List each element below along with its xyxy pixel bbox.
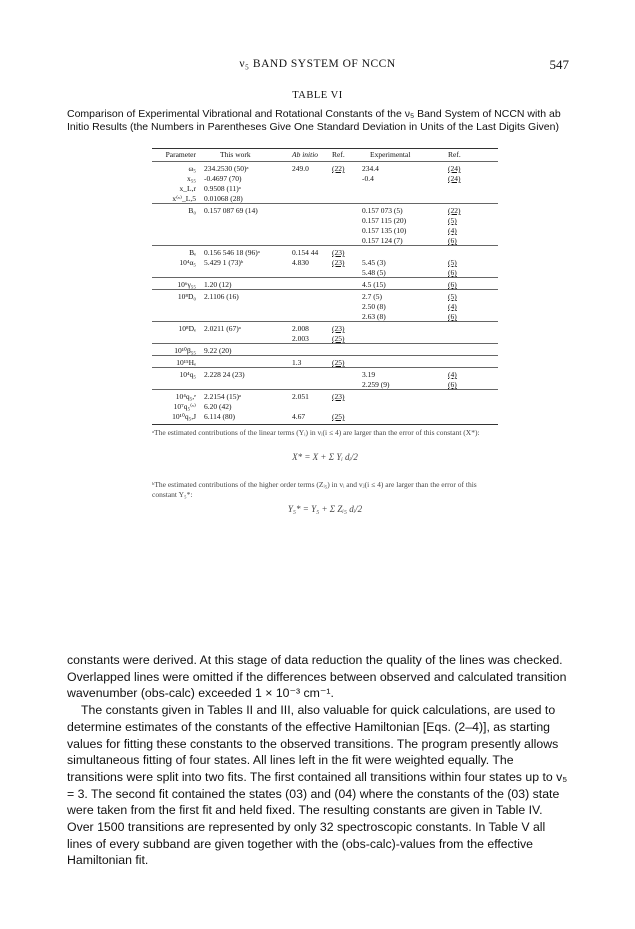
- cell-parameter: ω₅: [188, 164, 196, 173]
- header-experimental: Experimental: [370, 150, 411, 159]
- table-group-rule: [152, 245, 498, 246]
- cell-parameter: 10⁴α₅: [179, 258, 196, 267]
- cell-this-work: 0.01068 (28): [204, 194, 243, 203]
- cell-ab-initio: 0.154 44: [292, 248, 319, 257]
- formula-a: X* = X + Σ Yᵢ dᵢ/2: [292, 452, 358, 462]
- table-row: [152, 292, 498, 302]
- cell-ref: (25): [332, 334, 345, 343]
- cell-this-work: 9.22 (20): [204, 346, 232, 355]
- cell-parameter: 10⁴q₅: [179, 370, 196, 379]
- cell-parameter: B₀: [188, 206, 196, 215]
- table-caption: Comparison of Experimental Vibrational and Rotational Constants of the ν₅ Band System of NCCN with ab Initio Results (the Numbers in Parentheses Give One Standard Deviation in Units of the Last Digits Given): [67, 108, 561, 133]
- table-row: [152, 206, 498, 216]
- cell-ref: (23): [332, 248, 345, 257]
- table-row: [152, 370, 498, 380]
- header-ref: Ref.: [332, 150, 345, 159]
- cell-ref-2: (6): [448, 380, 457, 389]
- paragraph-1: constants were derived. At this stage of data reduction the quality of the lines was checked. Overlapped lines were omitted if the differences between observed and calculated transition wavenumber (obs-calc) exceeded 1 × 10⁻³ cm⁻¹.: [67, 653, 567, 701]
- cell-experimental: 2.50 (8): [362, 302, 386, 311]
- cell-experimental: 0.157 073 (5): [362, 206, 403, 215]
- table-row: [152, 392, 498, 402]
- cell-experimental: 2.259 (9): [362, 380, 390, 389]
- paragraph-2: The constants given in Tables II and III, also valuable for quick calculations, are used to determine estimates of the constants of the effective Hamiltonian [Eqs. (2–4)], as starting values for fitting these constants to the observed transitions. The program presently allows simultaneous fitting of four states. All lines left in the fit were weighted equally. The transitions were split into two fits. The first contained all transitions within four states up to v₅ = 3. The second fit contained the states (03) and (04) where the constants of the (03) state were taken from the first fit and held fixed. The resulting constants are given in Table IV. Over 1500 transitions are represented by only 32 spectroscopic constants. In Table V all lines of every subband are given together with the (obs-calc)-values from the effective Hamiltonian fit.: [67, 703, 568, 868]
- cell-ref-2: (5): [448, 216, 457, 225]
- cell-parameter: 10⁸D₀: [177, 292, 196, 301]
- table-group-rule: [152, 203, 498, 204]
- table-row: [152, 412, 498, 422]
- cell-parameter: x₅₅: [187, 174, 196, 183]
- cell-ref-2: (22): [448, 206, 461, 215]
- table-row: [152, 164, 498, 174]
- cell-parameter: 10⁴q₅,ᵉ: [175, 392, 196, 401]
- cell-this-work: 1.20 (12): [204, 280, 232, 289]
- cell-experimental: 2.63 (8): [362, 312, 386, 321]
- header-parameter: Parameter: [165, 150, 196, 159]
- cell-this-work: 6.114 (80): [204, 412, 235, 421]
- cell-ref: (25): [332, 358, 345, 367]
- footnote-a: ᵃThe estimated contributions of the linear terms (Yᵢ) in vᵢ(i ≤ 4) are larger than the error of this constant (X*):: [152, 428, 480, 437]
- footnote-b: ᵇThe estimated contributions of the higher order terms (Zᵢ₅) in vᵢ and vⱼ(i ≤ 4) are larger than the error of this constant Y₅*:: [152, 480, 477, 499]
- table-group-rule: [152, 289, 498, 290]
- cell-ref-2: (4): [448, 370, 457, 379]
- table-top-rule: [152, 148, 498, 149]
- cell-ref-2: (6): [448, 268, 457, 277]
- cell-this-work: 5.429 1 (73)ᵇ: [204, 258, 244, 267]
- cell-ref: (23): [332, 392, 345, 401]
- cell-ref-2: (6): [448, 312, 457, 321]
- cell-ref-2: (5): [448, 258, 457, 267]
- table-bottom-rule: [152, 424, 498, 425]
- cell-ref-2: (5): [448, 292, 457, 301]
- formula-b: Y₅* = Y₅ + Σ Zᵢ₅ dᵢ/2: [287, 504, 363, 514]
- cell-parameter: x⁽ᵛ⁾_L,5: [172, 194, 196, 203]
- cell-ref-2: (24): [448, 174, 461, 183]
- body-text: [67, 652, 572, 869]
- cell-this-work: 2.0211 (67)ᵃ: [204, 324, 241, 333]
- cell-experimental: 0.157 115 (20): [362, 216, 407, 225]
- cell-parameter: 10¹⁰q₅,J: [172, 412, 196, 421]
- cell-ab-initio: 2.051: [292, 392, 309, 401]
- cell-parameter: 10¹⁰β₅₅: [174, 346, 196, 355]
- cell-this-work: 2.2154 (15)ᵃ: [204, 392, 242, 401]
- cell-experimental: 234.4: [362, 164, 379, 173]
- cell-this-work: 0.9508 (11)ᵃ: [204, 184, 241, 193]
- table-group-rule: [152, 277, 498, 278]
- cell-experimental: -0.4: [362, 174, 374, 183]
- page-number: 547: [549, 57, 569, 72]
- cell-ref-2: (4): [448, 226, 457, 235]
- table-group-rule: [152, 343, 498, 344]
- table-header-row: [152, 150, 498, 160]
- cell-ab-initio: 249.0: [292, 164, 309, 173]
- cell-ab-initio: 2.008: [292, 324, 309, 333]
- table-group-rule: [152, 355, 498, 356]
- cell-experimental: 0.157 124 (7): [362, 236, 403, 245]
- cell-experimental: 2.7 (5): [362, 292, 382, 301]
- table-row: [152, 174, 498, 184]
- cell-experimental: 5.48 (5): [362, 268, 386, 277]
- cell-ab-initio: 4.67: [292, 412, 306, 421]
- cell-parameter: x_L,r: [179, 184, 196, 193]
- cell-parameter: 10⁷q₅⁽ᵛ⁾: [173, 402, 196, 411]
- running-header: [0, 58, 635, 74]
- cell-experimental: 0.157 135 (10): [362, 226, 407, 235]
- cell-ab-initio: 2.003: [292, 334, 309, 343]
- cell-ref: (25): [332, 412, 345, 421]
- cell-ref-2: (24): [448, 164, 461, 173]
- cell-experimental: 4.5 (15): [362, 280, 386, 289]
- cell-experimental: 5.45 (3): [362, 258, 386, 267]
- cell-ab-initio: 4.830: [292, 258, 309, 267]
- table-group-rule: [152, 367, 498, 368]
- table-row: [152, 324, 498, 334]
- table-label: TABLE VI: [292, 90, 343, 101]
- cell-parameter: 10⁶γ₅₅: [177, 280, 196, 289]
- table-row: [152, 402, 498, 412]
- cell-parameter: Bₑ: [189, 248, 196, 257]
- cell-parameter: 10¹⁵Hₑ: [176, 358, 196, 367]
- cell-ref: (23): [332, 258, 345, 267]
- table-row: [152, 302, 498, 312]
- cell-ref-2: (4): [448, 302, 457, 311]
- cell-ab-initio: 1.3: [292, 358, 302, 367]
- cell-parameter: 10⁸Dₑ: [178, 324, 196, 333]
- cell-this-work: 2.1106 (16): [204, 292, 239, 301]
- cell-this-work: 234.2530 (50)ᵃ: [204, 164, 249, 173]
- cell-ref: (23): [332, 324, 345, 333]
- table-row: [152, 226, 498, 236]
- cell-ref-2: (6): [448, 236, 457, 245]
- header-this-work: This work: [220, 150, 251, 159]
- cell-this-work: 0.157 087 69 (14): [204, 206, 258, 215]
- cell-this-work: 0.156 546 18 (96)ᵃ: [204, 248, 260, 257]
- table-row: [152, 248, 498, 258]
- cell-this-work: 6.20 (42): [204, 402, 232, 411]
- table-group-rule: [152, 321, 498, 322]
- header-ab-initio: Ab initio: [292, 150, 319, 159]
- table-row: [152, 216, 498, 226]
- table-row: [152, 258, 498, 268]
- cell-ref-2: (6): [448, 280, 457, 289]
- table-group-rule: [152, 389, 498, 390]
- cell-experimental: 3.19: [362, 370, 376, 379]
- running-title: ν₅ BAND SYSTEM OF NCCN: [239, 58, 396, 70]
- cell-this-work: 2.228 24 (23): [204, 370, 245, 379]
- header-ref-2: Ref.: [448, 150, 461, 159]
- table-row: [152, 184, 498, 194]
- cell-this-work: -0.4697 (70): [204, 174, 242, 183]
- cell-ref: (22): [332, 164, 345, 173]
- table-header-rule: [152, 161, 498, 162]
